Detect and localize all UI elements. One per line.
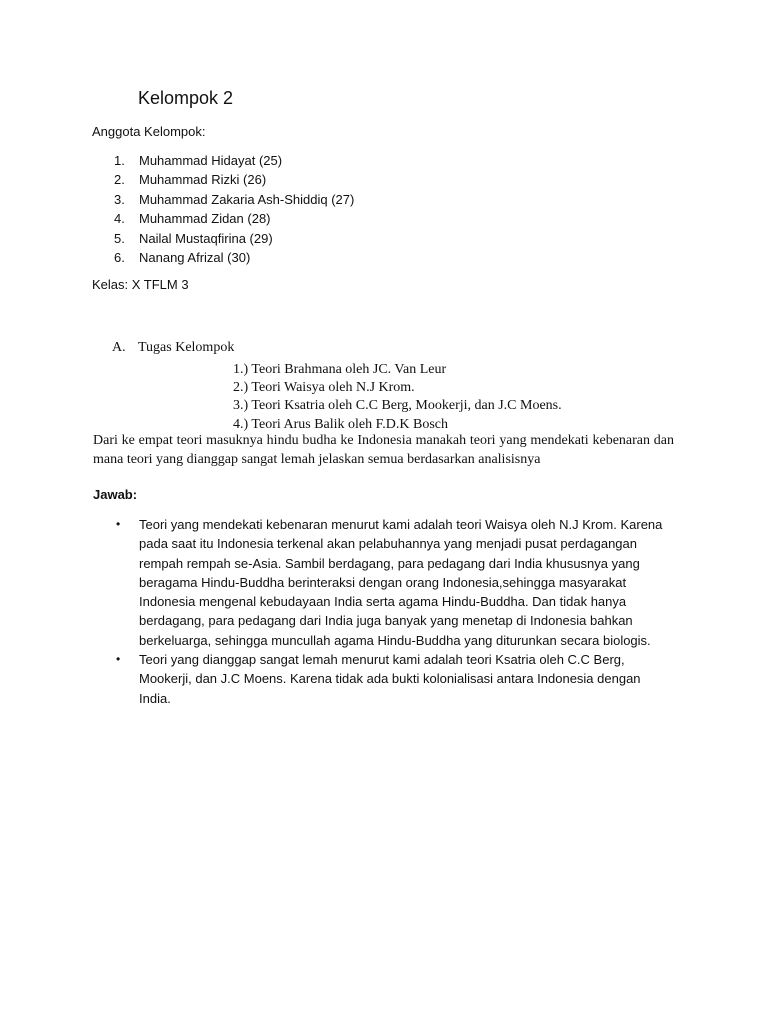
list-item <box>114 650 674 708</box>
list-item <box>114 151 354 170</box>
member-name: Nailal Mustaqfirina (29) <box>139 230 273 246</box>
section-letter: A. <box>112 340 126 355</box>
list-item <box>114 190 354 209</box>
member-name: Muhammad Zakaria Ash-Shiddiq (27) <box>139 191 355 207</box>
section-heading <box>112 340 234 356</box>
member-name: Muhammad Hidayat (25) <box>139 153 283 168</box>
theories-list <box>233 361 562 434</box>
list-number: 4. <box>114 211 125 227</box>
list-item: 2.) Teori Waisya oleh N.J Krom. <box>233 380 415 396</box>
list-item <box>114 248 354 267</box>
list-item: 1.) Teori Brahmana oleh JC. Van Leur <box>233 362 447 377</box>
section-title: Tugas Kelompok <box>138 340 235 355</box>
list-number: 6. <box>114 249 125 265</box>
class-line: Kelas: X TFLM 3 <box>92 277 189 292</box>
list-number: 2. <box>114 172 125 188</box>
list-item <box>114 209 354 228</box>
list-item <box>114 170 354 189</box>
bullet-icon: • <box>116 652 121 667</box>
question-paragraph: Dari ke empat teori masuknya hindu budha ke Indonesia manakah teori yang mendekati kebenaran dan mana teori yang dianggap sangat lemah jelaskan semua berdasarkan analisisnya <box>93 433 674 467</box>
bullet-icon: • <box>116 517 121 531</box>
document-title: Kelompok 2 <box>138 88 234 108</box>
list-number: 3. <box>114 191 125 207</box>
member-name: Muhammad Rizki (26) <box>139 172 267 188</box>
member-name: Muhammad Zidan (28) <box>139 211 271 227</box>
list-number: 5. <box>114 230 125 246</box>
list-number: 1. <box>114 153 125 168</box>
members-label: Anggota Kelompok: <box>92 124 206 139</box>
member-name: Nanang Afrizal (30) <box>139 249 251 265</box>
list-item <box>114 229 354 248</box>
list-item <box>114 515 674 650</box>
answer-text: Teori yang mendekati kebenaran menurut kami adalah teori Waisya oleh N.J Krom. Karena pada saat itu Indonesia terkenal akan pelabuhannya yang menjadi pusat perdagangan rempah rempah se-Asia. Sambil berdagang, para pedagang dari India khususnya yang beragama Hindu-Buddha berinteraksi dengan orang Indonesia,sehingga masyarakat Indonesia mengenal kebudayaan India serta agama Hindu-Buddha. Dan tidak hanya berdagang, para pedagang dari India juga banyak yang menetap di Indonesia bahkan berkeluarga, sehingga muncullah agama Hindu-Buddha yang diturunkan secara biologis. <box>139 517 663 648</box>
list-item: 3.) Teori Ksatria oleh C.C Berg, Mookerji, dan J.C Moens. <box>233 398 562 414</box>
members-list <box>114 151 354 267</box>
answer-label: Jawab: <box>93 487 138 502</box>
answers-list <box>114 515 674 708</box>
answer-text: Teori yang dianggap sangat lemah menurut kami adalah teori Ksatria oleh C.C Berg, Mookerji, dan J.C Moens. Karena tidak ada bukti kolonialisasi antara Indonesia dengan India. <box>139 652 641 706</box>
list-item: 4.) Teori Arus Balik oleh F.D.K Bosch <box>233 416 449 432</box>
